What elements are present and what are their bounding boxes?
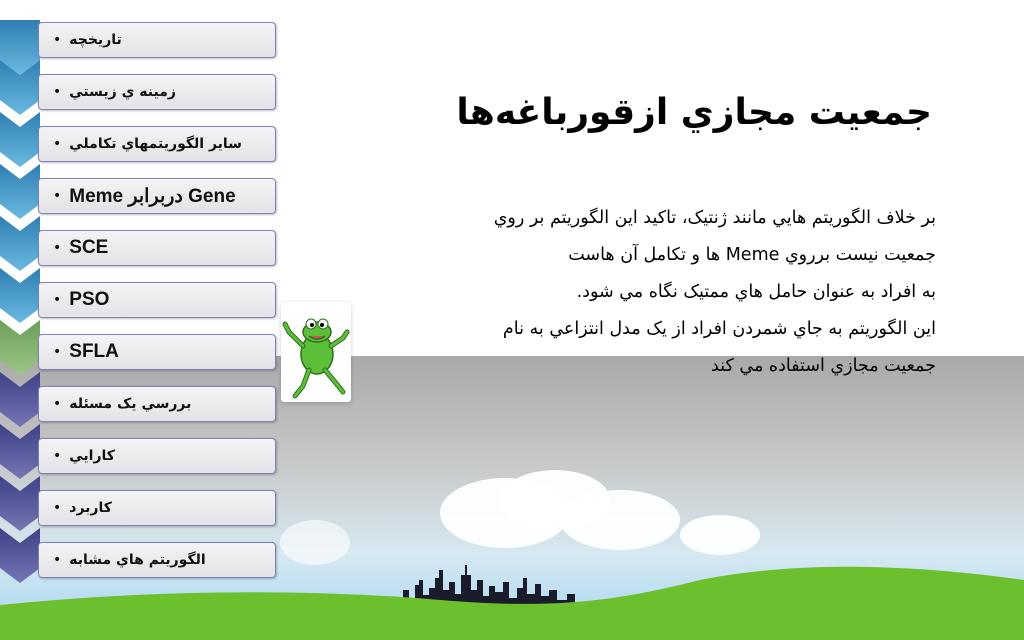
bullet: • bbox=[53, 448, 62, 464]
menu-item-history[interactable] bbox=[38, 22, 276, 58]
body-line: جمعيت مجازي استفاده مي کند bbox=[711, 356, 936, 376]
menu-item-label: SFLA bbox=[69, 341, 119, 362]
bullet: • bbox=[53, 84, 62, 100]
menu-item-problem-review[interactable] bbox=[38, 386, 276, 422]
bullet: • bbox=[53, 240, 62, 256]
cloud bbox=[680, 515, 760, 555]
menu-item-similar-algorithms[interactable] bbox=[38, 542, 276, 578]
menu-item-sfla[interactable] bbox=[38, 334, 276, 370]
bullet: • bbox=[53, 552, 62, 568]
body-line: به افراد به عنوان حامل هاي ممتيک نگاه مي شود. bbox=[576, 282, 936, 302]
menu-item-label: کارايي bbox=[69, 448, 115, 464]
menu-item-label: PSO bbox=[69, 289, 110, 310]
menu-item-label: بررسي يک مسئله bbox=[69, 396, 192, 412]
slide-title: جمعيت مجازي ازقورباغه‌ها bbox=[456, 92, 932, 133]
frog-icon bbox=[281, 302, 351, 402]
body-line: جمعيت نيست برروي Meme ها و تکامل آن هاست bbox=[568, 245, 936, 265]
menu-item-gene-vs-meme[interactable] bbox=[38, 178, 276, 214]
bullet: • bbox=[53, 396, 62, 412]
bullet: • bbox=[53, 344, 62, 360]
body-line: بر خلاف الگوريتم هايي مانند ژنتيک، تاکيد اين الگوريتم بر روي bbox=[493, 208, 936, 228]
slide-body-text bbox=[356, 200, 936, 385]
menu-item-label: زمينه ي زيستي bbox=[69, 84, 176, 100]
cloud bbox=[280, 520, 350, 565]
bullet: • bbox=[53, 500, 62, 516]
bullet: • bbox=[53, 188, 62, 204]
menu-item-efficiency[interactable] bbox=[38, 438, 276, 474]
menu-item-label: ساير الگوريتمهاي تکاملي bbox=[69, 136, 242, 152]
menu-item-label: SCE bbox=[69, 237, 109, 258]
menu-item-biological-background[interactable] bbox=[38, 74, 276, 110]
menu-item-label: الگوريتم هاي مشابه bbox=[69, 552, 206, 568]
menu-item-label: Gene دربرابر Meme bbox=[69, 185, 236, 207]
bullet: • bbox=[53, 292, 62, 308]
cloud bbox=[560, 490, 680, 550]
menu-item-applications[interactable] bbox=[38, 490, 276, 526]
menu-item-label: تاريخچه bbox=[69, 32, 122, 48]
bullet: • bbox=[53, 136, 62, 152]
menu-item-other-evolutionary-algorithms[interactable] bbox=[38, 126, 276, 162]
menu-item-label: کاربرد bbox=[69, 500, 112, 516]
frog-clipart-icon bbox=[281, 302, 351, 402]
body-line: اين الگوريتم به جاي شمردن افراد از يک مدل انتزاعي به نام bbox=[502, 319, 936, 339]
bullet: • bbox=[53, 32, 62, 48]
menu-item-sce[interactable] bbox=[38, 230, 276, 266]
menu-item-pso[interactable] bbox=[38, 282, 276, 318]
